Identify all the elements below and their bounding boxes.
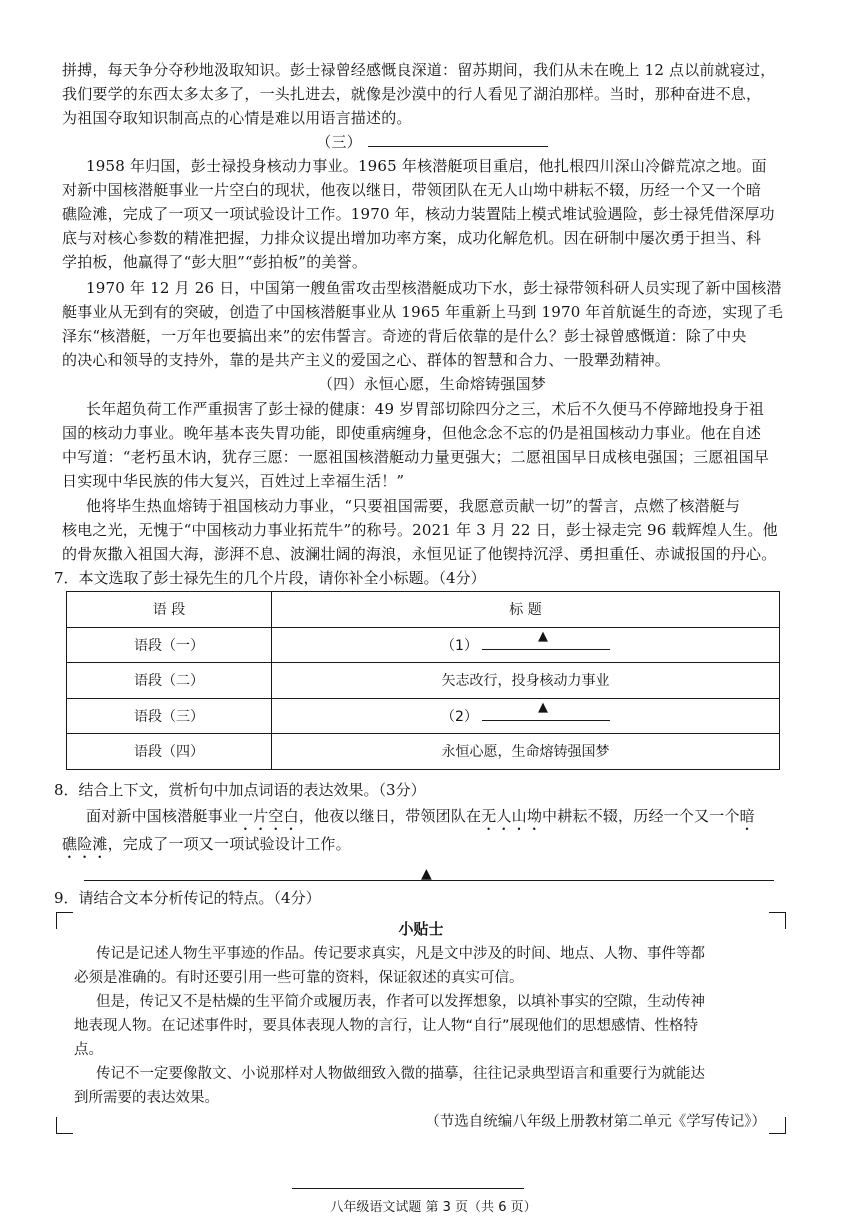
q8-prompt: 8．结合上下文，赏析句中加点词语的表达效果。（3分）	[54, 781, 426, 799]
q9-prompt: 9．请结合文本分析传记的特点。（4分）	[54, 889, 321, 907]
passage-line: 1958 年归国，彭士禄投身核动力事业。1965 年核潜艇项目重启，他扎根四川深山冷僻荒凉之地。面	[86, 157, 767, 175]
passage-line: 他将毕生热血熔铸于祖国核动力事业，“只要祖国需要，我愿意贡献一切”的誓言，点燃了核潜艇与	[86, 497, 741, 515]
bracket-corner	[56, 1117, 73, 1134]
passage-line: 学拍板，他赢得了“彭大胆”“彭拍板”的美誉。	[62, 253, 368, 271]
dotted-word: 一片空白	[238, 807, 299, 825]
section3-heading-text: （三）	[316, 133, 362, 151]
bracket-corner	[769, 1117, 786, 1134]
table-row	[67, 698, 780, 734]
tip-source: （节选自统编八年级上册教材第二单元《学写传记》）	[425, 1114, 766, 1130]
heading-answer-blank[interactable]	[368, 132, 548, 147]
section3-heading	[62, 130, 802, 154]
table-row	[67, 627, 780, 663]
passage-line: 礁险滩，完成了一项又一项试验设计工作。1970 年，核动力装置陆上模式堆试验遇险，彭士禄凭借深厚功	[62, 205, 775, 223]
answer-marker-icon: ▲	[537, 628, 548, 644]
tip-line: 但是，传记又不是枯燥的生平简介或履历表，作者可以发挥想象，以填补事实的空隙，生动传神	[96, 994, 705, 1010]
quote-text: 面对新中国核潜艇事业	[86, 807, 239, 825]
table-header-title: 标 题	[272, 592, 780, 628]
segment-cell: 语段（四）	[67, 734, 272, 770]
q7-prompt: 7．本文选取了彭士禄先生的几个片段，请你补全小标题。（4分）	[54, 569, 486, 587]
quote-text: 中耕耘不辍，历经一个又一个	[542, 807, 740, 825]
passage-line: 核电之光，无愧于“中国核动力事业拓荒牛”的称号。2021 年 3 月 22 日，彭士禄走完 96 载辉煌人生。他	[62, 521, 778, 539]
passage-line: 1970 年 12 月 26 日，中国第一艘鱼雷攻击型核潜艇成功下水，彭士禄带领科研人员实现了新中国核潜	[86, 279, 782, 297]
section4-heading: （四）永恒心愿，生命熔铸强国梦	[317, 375, 546, 393]
title-answer-blank-1[interactable]	[482, 628, 610, 650]
passage-line: 底与对核心参数的精准把握，力排众议提出增加功率方案，成功化解危机。因在研制中屡次勇于担当、科	[62, 229, 762, 247]
title-cell	[272, 698, 780, 734]
tip-line: 传记不一定要像散文、小说那样对人物做细致入微的描摹，往往记录典型语言和重要行为就能达	[96, 1066, 705, 1082]
passage-line: 对新中国核潜艇事业一片空白的现状，他夜以继日，带领团队在无人山坳中耕耘不辍，历经一个又一个暗	[62, 181, 762, 199]
tip-line: 传记是记述人物生平事迹的作品。传记要求真实，凡是文中涉及的时间、地点、人物、事件等都	[96, 946, 705, 962]
table-header-row	[67, 592, 780, 628]
passage-line: 中写道：“老朽虽木讷，犹存三愿：一愿祖国核潜艇动力量更强大；二愿祖国早日成核电强国；三愿祖国早	[62, 448, 770, 466]
passage-line: 长年超负荷工作严重损害了彭士禄的健康：49 岁胃部切除四分之三，术后不久便马不停蹄地投身于祖	[86, 400, 765, 418]
answer-marker-icon: ▲	[537, 699, 548, 715]
tip-line: 必须是准确的。有时还要引用一些可靠的资料，保证叙述的真实可信。	[74, 970, 524, 986]
passage-line: 日实现中华民族的伟大复兴，百姓过上幸福生活！”	[62, 472, 405, 490]
title-prefix: （1）	[441, 637, 478, 654]
passage-line: 拼搏，每天争分夺秒地汲取知识。彭士禄曾经感慨良深道：留苏期间，我们从未在晚上 12 点以前就寝过，	[62, 61, 776, 79]
passage-line: 我们要学的东西太多太多了，一头扎进去，就像是沙漠中的行人看见了湖泊那样。当时，那种奋进不息，	[62, 85, 762, 103]
segment-cell: 语段（一）	[67, 627, 272, 663]
title-prefix: （2）	[441, 708, 478, 725]
passage-line: 的决心和领导的支持外，靠的是共产主义的爱国之心、群体的智慧和合力、一股犟劲精神。	[62, 351, 671, 369]
title-cell	[272, 627, 780, 663]
passage-line: 艇事业从无到有的突破，创造了中国核潜艇事业从 1965 年重新上马到 1970 年首航诞生的奇迹，实现了毛	[62, 303, 784, 321]
quote-text: ，他夜以继日，带领团队在	[298, 807, 482, 825]
answer-marker-icon: ▲	[421, 866, 432, 882]
quote-text: ，完成了一项又一项试验设计工作。	[107, 835, 351, 853]
passage-line: 国的核动力事业。晚年基本丧失胃功能，即使重病缠身，但他念念不忘的仍是祖国核动力事业。他在自述	[62, 424, 762, 442]
page-footer: 八年级语文试题 第 3 页（共 6 页）	[330, 1200, 537, 1215]
tip-box	[56, 912, 786, 1134]
table-row	[67, 734, 780, 770]
dotted-word: 暗	[739, 807, 755, 825]
table-row	[67, 663, 780, 699]
tip-line: 到所需要的表达效果。	[74, 1090, 219, 1106]
footer-rule	[292, 1188, 524, 1189]
dotted-word: 无人山坳	[481, 807, 543, 825]
title-cell: 矢志改行，投身核动力事业	[272, 663, 780, 699]
dotted-word: 礁险滩	[62, 835, 108, 853]
q8-quote-line-1	[86, 804, 802, 834]
title-cell: 永恒心愿，生命熔铸强国梦	[272, 734, 780, 770]
passage-line: 为祖国夺取知识制高点的心情是难以用语言描述的。	[62, 109, 412, 127]
tip-line: 地表现人物。在记述事件时，要具体表现人物的言行，让人物“自行”展现他们的思想感情、性格特	[74, 1018, 699, 1034]
table-header-segment: 语 段	[67, 592, 272, 628]
q8-quote-line-2	[62, 832, 802, 862]
tip-line: 点。	[74, 1042, 103, 1058]
segment-cell: 语段（二）	[67, 663, 272, 699]
tip-title: 小贴士	[398, 920, 444, 938]
title-answer-blank-2[interactable]	[482, 699, 610, 721]
passage-line: 泽东“核潜艇，一万年也要搞出来”的宏伟誓言。奇迹的背后依靠的是什么？彭士禄曾感慨道：除了中央	[62, 327, 747, 345]
passage-line: 的骨灰撒入祖国大海，澎湃不息、波澜壮阔的海浪，永恒见证了他锲持沉浮、勇担重任、赤诚报国的丹心。	[62, 545, 777, 563]
segment-cell: 语段（三）	[67, 698, 272, 734]
subtitle-table	[66, 591, 780, 770]
